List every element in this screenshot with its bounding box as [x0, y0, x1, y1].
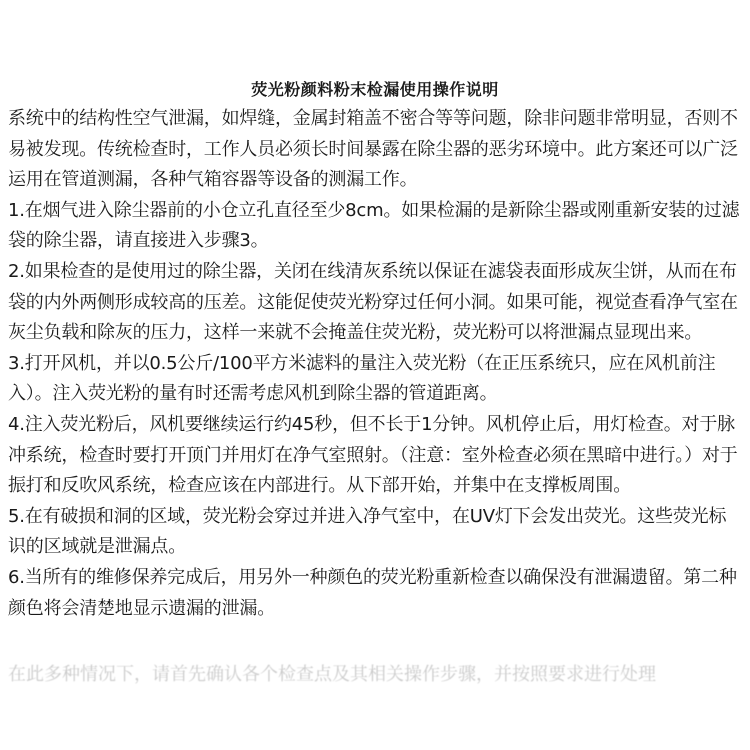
step-1-paragraph: 1.在烟气进入除尘器前的小仓立孔直径至少8cm。如果检漏的是新除尘器或刚重新安装的过滤袋的除尘器，请直接进入步骤3。: [8, 199, 740, 252]
document-body: [8, 104, 744, 624]
cropped-text-line: [8, 664, 744, 688]
cropped-text: 在此多种情况下，请首先确认各个检查点及其相关操作步骤，并按照要求进行处理: [8, 664, 656, 685]
step-2-paragraph: 2.如果检查的是使用过的除尘器，关闭在线清灰系统以保证在滤袋表面形成灰尘饼，从而在布袋的内外两侧形成较高的压差。这能促使荧光粉穿过任何小洞。如果可能，视觉查看净气室在灰尘负载和除灰的压力，这样一来就不会掩盖住荧光粉，荧光粉可以将泄漏点显现出来。: [8, 260, 738, 344]
step-5-paragraph: 5.在有破损和洞的区域，荧光粉会穿过并进入净气室中，在UV灯下会发出荧光。这些荧光标识的区域就是泄漏点。: [8, 505, 727, 558]
intro-paragraph: 系统中的结构性空气泄漏，如焊缝，金属封箱盖不密合等等问题，除非问题非常明显，否则不易被发现。传统检查时，工作人员必须长时间暴露在除尘器的恶劣环境中。此方案还可以广泛运用在管道测漏，各种气箱容器等设备的测漏工作。: [8, 108, 738, 191]
step-4-paragraph: 4.注入荧光粉后，风机要继续运行约45秒，但不长于1分钟。风机停止后，用灯检查。对于脉冲系统，检查时要打开顶门并用灯在净气室照射。（注意：室外检查必须在黑暗中进行。）对于振打和反吹风系统，检查应该在内部进行。从下部开始，并集中在支撑板周围。: [8, 413, 738, 497]
document-title: 荧光粉颜料粉末检漏使用操作说明: [251, 80, 499, 99]
step-6-paragraph: 6.当所有的维修保养完成后，用另外一种颜色的荧光粉重新检查以确保没有泄漏遗留。第二种颜色将会清楚地显示遗漏的泄漏。: [8, 566, 737, 619]
step-3-paragraph: 3.打开风机，并以0.5公斤/100平方米滤料的量注入荧光粉（在正压系统只，应在风机前注入）。注入荧光粉的量有时还需考虑风机到除尘器的管道距离。: [8, 352, 716, 405]
